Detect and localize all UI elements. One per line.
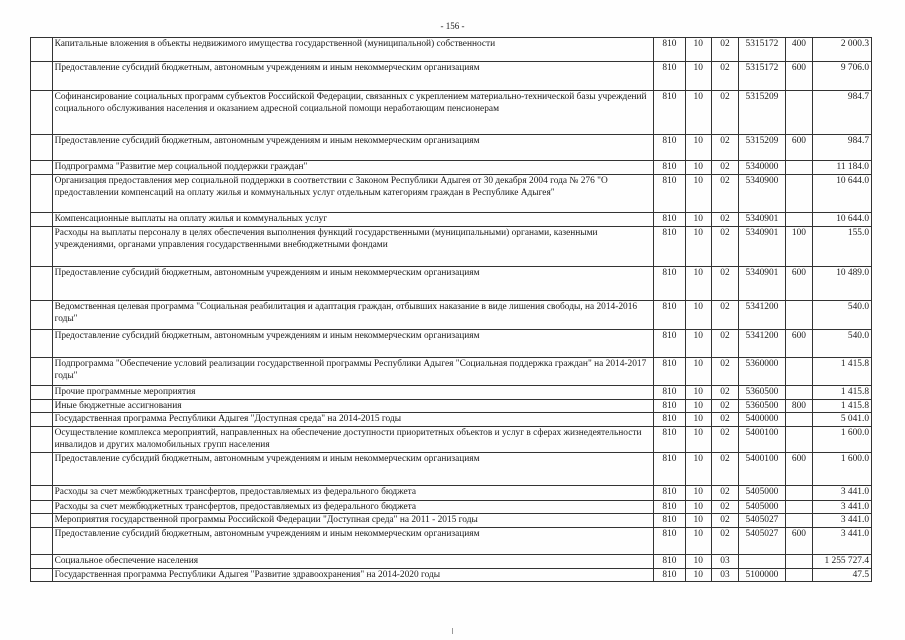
pr-cell: 02: [711, 175, 739, 213]
csr-cell: 5340000: [739, 161, 785, 175]
table-row: [31, 330, 872, 358]
pr-cell: 02: [711, 227, 739, 267]
item-name-cell: Предоставление субсидий бюджетным, автономным учреждениям и иным некоммерческим организациям: [52, 453, 653, 486]
ved-cell: 810: [654, 514, 686, 528]
ved-cell: 810: [654, 358, 686, 386]
row-number-cell: [31, 330, 53, 358]
rz-cell: 10: [685, 569, 711, 582]
pr-cell: 02: [711, 528, 739, 555]
table-row: [31, 427, 872, 453]
table-row: [31, 569, 872, 582]
sum-cell: 2 000.3: [813, 38, 872, 62]
sum-cell: 10 644.0: [813, 175, 872, 213]
rz-cell: 10: [685, 267, 711, 301]
page-number: - 156 -: [440, 21, 465, 31]
sum-cell: 984.7: [813, 91, 872, 135]
item-name-cell: Ведомственная целевая программа "Социальная реабилитация и адаптация граждан, отбывших наказание в виде лишения свободы, на 2014-2016 годы": [52, 301, 653, 330]
sum-cell: 9 706.0: [813, 62, 872, 91]
pr-cell: 02: [711, 486, 739, 501]
vr-cell: [785, 501, 813, 514]
budget-table-body: [31, 38, 872, 582]
table-row: [31, 413, 872, 427]
row-number-cell: [31, 213, 53, 227]
csr-cell: 5400000: [739, 413, 785, 427]
row-number-cell: [31, 38, 53, 62]
pr-cell: 02: [711, 514, 739, 528]
pr-cell: 02: [711, 91, 739, 135]
item-name-cell: Мероприятия государственной программы Российской Федерации "Доступная среда" на 2011 - 2015 годы: [52, 514, 653, 528]
sum-cell: 1 600.0: [813, 427, 872, 453]
sum-cell: 1 415.8: [813, 386, 872, 400]
table-row: [31, 135, 872, 161]
table-row: [31, 386, 872, 400]
rz-cell: 10: [685, 213, 711, 227]
sum-cell: 1 600.0: [813, 453, 872, 486]
table-row: [31, 227, 872, 267]
vr-cell: [785, 569, 813, 582]
csr-cell: 5340901: [739, 267, 785, 301]
ved-cell: 810: [654, 413, 686, 427]
csr-cell: 5405000: [739, 501, 785, 514]
vr-cell: 100: [785, 227, 813, 267]
table-row: [31, 301, 872, 330]
row-number-cell: [31, 135, 53, 161]
pr-cell: 02: [711, 501, 739, 514]
csr-cell: 5405027: [739, 528, 785, 555]
ved-cell: 810: [654, 62, 686, 91]
rz-cell: 10: [685, 555, 711, 569]
table-row: [31, 400, 872, 413]
item-name-cell: Расходы за счет межбюджетных трансфертов, предоставляемых из федерального бюджета: [52, 486, 653, 501]
vr-cell: 600: [785, 453, 813, 486]
item-name-cell: Государственная программа Республики Адыгея "Развитие здравоохранения" на 2014-2020 годы: [52, 569, 653, 582]
ved-cell: 810: [654, 386, 686, 400]
row-number-cell: [31, 453, 53, 486]
pr-cell: 02: [711, 413, 739, 427]
row-number-cell: [31, 175, 53, 213]
table-row: [31, 91, 872, 135]
table-row: [31, 514, 872, 528]
csr-cell: 5315209: [739, 135, 785, 161]
sum-cell: 1 255 727.4: [813, 555, 872, 569]
csr-cell: 5315172: [739, 62, 785, 91]
ved-cell: 810: [654, 501, 686, 514]
item-name-cell: Расходы на выплаты персоналу в целях обеспечения выполнения функций государственными (муниципальными) органами, казенными учреждениями, органами управления государственными внебюджетными фондами: [52, 227, 653, 267]
item-name-cell: Компенсационные выплаты на оплату жилья и коммунальных услуг: [52, 213, 653, 227]
vr-cell: 600: [785, 135, 813, 161]
table-row: [31, 38, 872, 62]
vr-cell: [785, 91, 813, 135]
sum-cell: 47.5: [813, 569, 872, 582]
row-number-cell: [31, 301, 53, 330]
vr-cell: [785, 555, 813, 569]
item-name-cell: Предоставление субсидий бюджетным, автономным учреждениям и иным некоммерческим организациям: [52, 267, 653, 301]
row-number-cell: [31, 400, 53, 413]
csr-cell: 5360000: [739, 358, 785, 386]
ved-cell: 810: [654, 267, 686, 301]
vr-cell: [785, 301, 813, 330]
ved-cell: 810: [654, 400, 686, 413]
rz-cell: 10: [685, 227, 711, 267]
csr-cell: 5100000: [739, 569, 785, 582]
rz-cell: 10: [685, 427, 711, 453]
ved-cell: 810: [654, 427, 686, 453]
csr-cell: 5360500: [739, 400, 785, 413]
pr-cell: 02: [711, 213, 739, 227]
table-row: [31, 486, 872, 501]
ved-cell: 810: [654, 330, 686, 358]
sum-cell: 3 441.0: [813, 486, 872, 501]
item-name-cell: Расходы за счет межбюджетных трансфертов, предоставляемых из федерального бюджета: [52, 501, 653, 514]
rz-cell: 10: [685, 486, 711, 501]
csr-cell: 5341200: [739, 330, 785, 358]
csr-cell: 5315172: [739, 38, 785, 62]
row-number-cell: [31, 528, 53, 555]
vr-cell: [785, 486, 813, 501]
pr-cell: 03: [711, 569, 739, 582]
rz-cell: 10: [685, 528, 711, 555]
vr-cell: 400: [785, 38, 813, 62]
row-number-cell: [31, 427, 53, 453]
ved-cell: 810: [654, 227, 686, 267]
item-name-cell: Иные бюджетные ассигнования: [52, 400, 653, 413]
sum-cell: 155.0: [813, 227, 872, 267]
row-number-cell: [31, 486, 53, 501]
sum-cell: 10 644.0: [813, 213, 872, 227]
row-number-cell: [31, 413, 53, 427]
row-number-cell: [31, 555, 53, 569]
pr-cell: 02: [711, 267, 739, 301]
table-row: [31, 161, 872, 175]
csr-cell: 5341200: [739, 301, 785, 330]
pr-cell: 02: [711, 453, 739, 486]
item-name-cell: Предоставление субсидий бюджетным, автономным учреждениям и иным некоммерческим организациям: [52, 62, 653, 91]
vr-cell: 800: [785, 400, 813, 413]
sum-cell: 3 441.0: [813, 501, 872, 514]
vr-cell: [785, 175, 813, 213]
item-name-cell: Предоставление субсидий бюджетным, автономным учреждениям и иным некоммерческим организациям: [52, 135, 653, 161]
vr-cell: [785, 413, 813, 427]
item-name-cell: Софинансирование социальных программ субъектов Российской Федерации, связанных с укреплением материально-технической базы учреждений социального обслуживания населения и оказанием адресной социальной помощи неработающим пенсионерам: [52, 91, 653, 135]
vr-cell: 600: [785, 528, 813, 555]
row-number-cell: [31, 514, 53, 528]
ved-cell: 810: [654, 555, 686, 569]
sum-cell: 10 489.0: [813, 267, 872, 301]
rz-cell: 10: [685, 358, 711, 386]
vr-cell: [785, 514, 813, 528]
pr-cell: 02: [711, 358, 739, 386]
item-name-cell: Прочие программные мероприятия: [52, 386, 653, 400]
rz-cell: 10: [685, 386, 711, 400]
ved-cell: 810: [654, 213, 686, 227]
csr-cell: 5405027: [739, 514, 785, 528]
pr-cell: 02: [711, 427, 739, 453]
table-row: [31, 453, 872, 486]
sum-cell: 3 441.0: [813, 528, 872, 555]
sum-cell: 984.7: [813, 135, 872, 161]
item-name-cell: Капитальные вложения в объекты недвижимого имущества государственной (муниципальной) собственности: [52, 38, 653, 62]
csr-cell: 5340901: [739, 227, 785, 267]
ved-cell: 810: [654, 38, 686, 62]
sum-cell: 11 184.0: [813, 161, 872, 175]
pr-cell: 02: [711, 135, 739, 161]
csr-cell: 5405000: [739, 486, 785, 501]
csr-cell: 5360500: [739, 386, 785, 400]
vr-cell: [785, 386, 813, 400]
vr-cell: [785, 161, 813, 175]
table-row: [31, 358, 872, 386]
vr-cell: 600: [785, 62, 813, 91]
rz-cell: 10: [685, 514, 711, 528]
pr-cell: 02: [711, 386, 739, 400]
rz-cell: 10: [685, 135, 711, 161]
scan-mark: [452, 628, 453, 634]
item-name-cell: Социальное обеспечение населения: [52, 555, 653, 569]
csr-cell: [739, 555, 785, 569]
item-name-cell: Подпрограмма "Обеспечение условий реализации государственной программы Республики Адыгея "Социальная поддержка граждан" на 2014-2017 годы": [52, 358, 653, 386]
ved-cell: 810: [654, 528, 686, 555]
pr-cell: 02: [711, 301, 739, 330]
row-number-cell: [31, 501, 53, 514]
ved-cell: 810: [654, 175, 686, 213]
csr-cell: 5340900: [739, 175, 785, 213]
sum-cell: 5 041.0: [813, 413, 872, 427]
row-number-cell: [31, 161, 53, 175]
budget-table: [30, 37, 872, 582]
ved-cell: 810: [654, 135, 686, 161]
ved-cell: 810: [654, 91, 686, 135]
ved-cell: 810: [654, 453, 686, 486]
rz-cell: 10: [685, 400, 711, 413]
csr-cell: 5340901: [739, 213, 785, 227]
csr-cell: 5400100: [739, 453, 785, 486]
item-name-cell: Предоставление субсидий бюджетным, автономным учреждениям и иным некоммерческим организациям: [52, 528, 653, 555]
rz-cell: 10: [685, 413, 711, 427]
table-row: [31, 267, 872, 301]
row-number-cell: [31, 569, 53, 582]
table-row: [31, 555, 872, 569]
vr-cell: 600: [785, 330, 813, 358]
ved-cell: 810: [654, 301, 686, 330]
row-number-cell: [31, 227, 53, 267]
table-row: [31, 528, 872, 555]
sum-cell: 1 415.8: [813, 400, 872, 413]
pr-cell: 02: [711, 62, 739, 91]
vr-cell: 600: [785, 267, 813, 301]
item-name-cell: Предоставление субсидий бюджетным, автономным учреждениям и иным некоммерческим организациям: [52, 330, 653, 358]
pr-cell: 02: [711, 330, 739, 358]
table-row: [31, 213, 872, 227]
csr-cell: 5400100: [739, 427, 785, 453]
rz-cell: 10: [685, 91, 711, 135]
rz-cell: 10: [685, 301, 711, 330]
row-number-cell: [31, 386, 53, 400]
ved-cell: 810: [654, 486, 686, 501]
item-name-cell: Государственная программа Республики Адыгея "Доступная среда" на 2014-2015 годы: [52, 413, 653, 427]
row-number-cell: [31, 267, 53, 301]
item-name-cell: Организация предоставления мер социальной поддержки в соответствии с Законом Республики Адыгея от 30 декабря 2004 года № 276 "О предоставлении компенсаций на оплату жилья и коммунальных услуг отдельным категориям граждан в Республике Адыгея": [52, 175, 653, 213]
row-number-cell: [31, 358, 53, 386]
rz-cell: 10: [685, 38, 711, 62]
rz-cell: 10: [685, 62, 711, 91]
ved-cell: 810: [654, 569, 686, 582]
sum-cell: 3 441.0: [813, 514, 872, 528]
sum-cell: 540.0: [813, 330, 872, 358]
pr-cell: 02: [711, 161, 739, 175]
vr-cell: [785, 427, 813, 453]
rz-cell: 10: [685, 175, 711, 213]
sum-cell: 540.0: [813, 301, 872, 330]
ved-cell: 810: [654, 161, 686, 175]
item-name-cell: Осуществление комплекса мероприятий, направленных на обеспечение доступности приоритетных объектов и услуг в сферах жизнедеятельности инвалидов и других маломобильных групп населения: [52, 427, 653, 453]
rz-cell: 10: [685, 501, 711, 514]
rz-cell: 10: [685, 161, 711, 175]
csr-cell: 5315209: [739, 91, 785, 135]
rz-cell: 10: [685, 330, 711, 358]
pr-cell: 03: [711, 555, 739, 569]
item-name-cell: Подпрограмма "Развитие мер социальной поддержки граждан": [52, 161, 653, 175]
row-number-cell: [31, 62, 53, 91]
vr-cell: [785, 213, 813, 227]
pr-cell: 02: [711, 38, 739, 62]
table-row: [31, 501, 872, 514]
sum-cell: 1 415.8: [813, 358, 872, 386]
table-row: [31, 62, 872, 91]
rz-cell: 10: [685, 453, 711, 486]
row-number-cell: [31, 91, 53, 135]
table-row: [31, 175, 872, 213]
vr-cell: [785, 358, 813, 386]
pr-cell: 02: [711, 400, 739, 413]
